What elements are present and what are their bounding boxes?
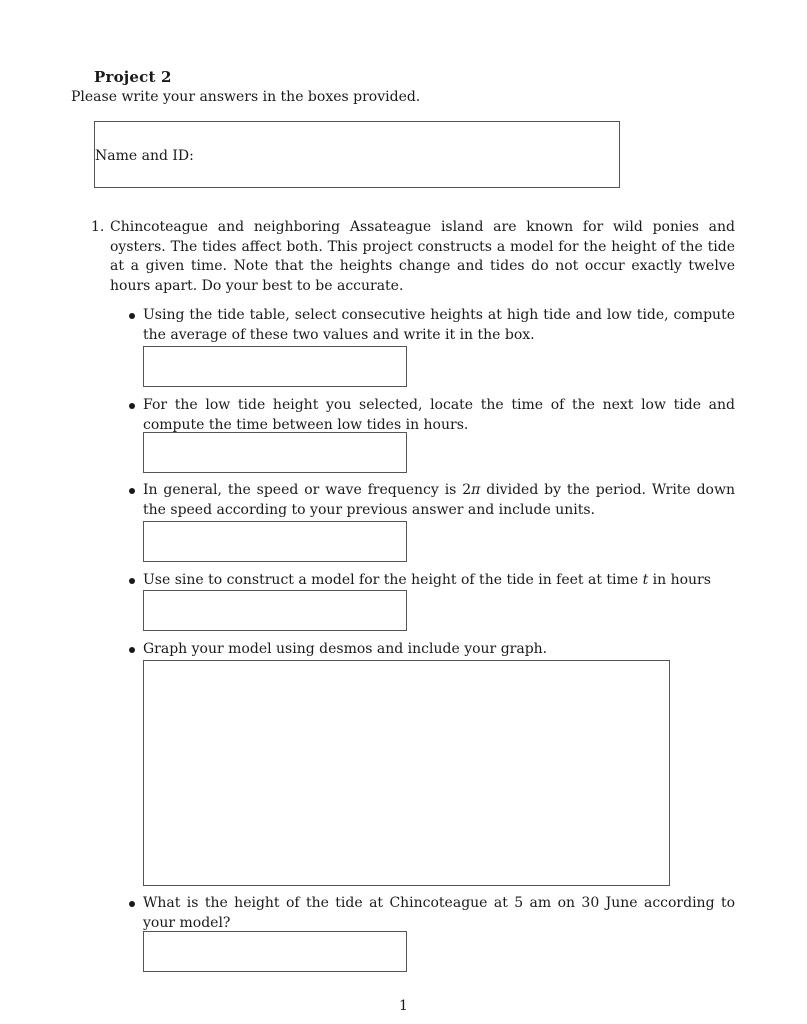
average-answer-box[interactable] [143, 346, 407, 387]
bullet-dot [129, 403, 135, 409]
bullet-speed-text-part2: divided by the period. Write down the speed according to your previous answer and include units. [143, 482, 735, 518]
period-answer-box[interactable] [143, 432, 407, 473]
speed-answer-box[interactable] [143, 521, 407, 562]
height-answer-box[interactable] [143, 931, 407, 972]
model-answer-box[interactable] [143, 590, 407, 631]
time-variable: t [642, 572, 649, 588]
bullet-period-text: For the low tide height you selected, locate the time of the next low tide and compute the time between low tides in hours. [143, 397, 735, 433]
page-number: 1 [399, 998, 408, 1014]
bullet-graph-text: Graph your model using desmos and include your graph. [143, 641, 548, 657]
bullet-average-text: Using the tide table, select consecutive heights at high tide and low tide, compute the average of these two values and write it in the box. [143, 307, 735, 343]
bullet-dot [129, 488, 135, 494]
bullet-dot [129, 313, 135, 319]
bullet-dot [129, 578, 135, 584]
question-text: Chincoteague and neighboring Assateague island are known for wild ponies and oysters. The tides affect both. This project constructs a model for the height of the tide at a given time. Note that the heights change and tides do not occur exactly twelve hours apart. Do your best to be accurate. [110, 219, 735, 294]
bullet-height-text: What is the height of the tide at Chincoteague at 5 am on 30 June according to your model? [143, 895, 735, 931]
bullet-model-text-part2: in hours [648, 572, 711, 588]
bullet-speed-text [143, 481, 735, 520]
project-title: Project 2 [94, 68, 172, 86]
instructions-text: Please write your answers in the boxes provided. [71, 89, 421, 105]
name-id-label: Name and ID: [95, 148, 194, 164]
bullet-model-text-part1: Use sine to construct a model for the height of the tide in feet at time [143, 572, 643, 588]
bullet-dot [129, 647, 135, 653]
bullet-speed-text-part1: In general, the speed or wave frequency is 2 [143, 482, 472, 498]
pi-symbol: π [471, 482, 481, 498]
graph-answer-box[interactable] [143, 660, 670, 886]
bullet-model-text [143, 571, 735, 591]
question-number: 1. [91, 219, 105, 235]
name-id-answer-box[interactable] [94, 121, 620, 188]
bullet-dot [129, 901, 135, 907]
